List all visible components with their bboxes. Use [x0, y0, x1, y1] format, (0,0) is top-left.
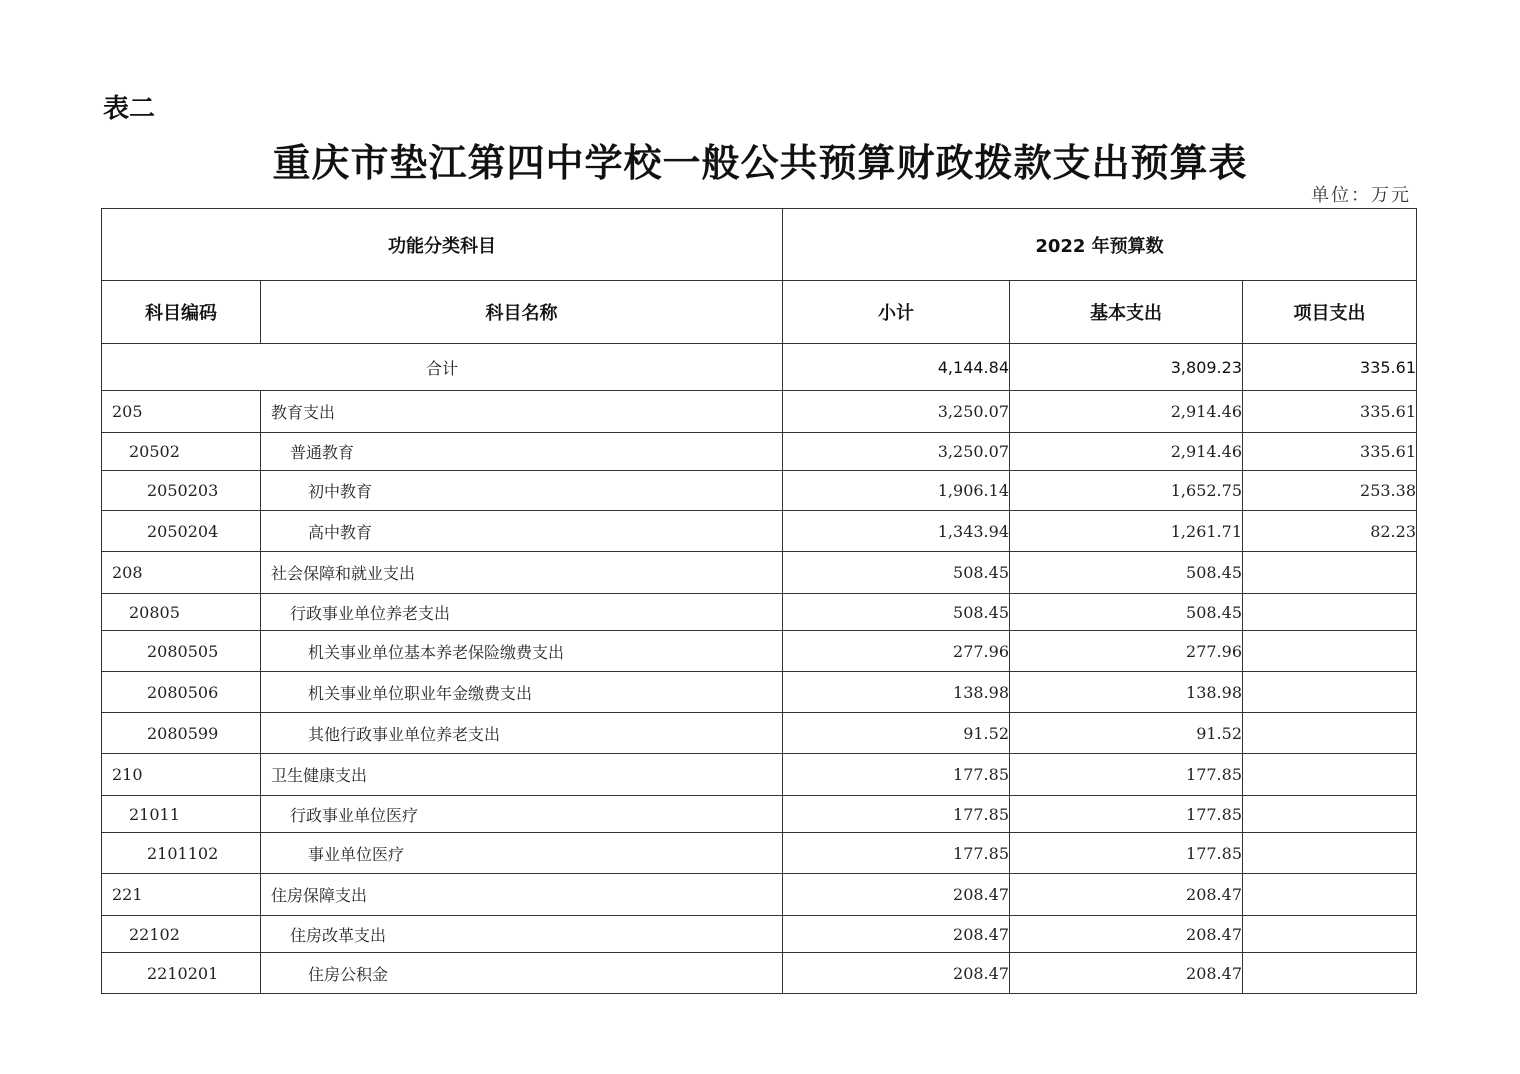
row-name: 机关事业单位职业年金缴费支出 [261, 672, 783, 713]
row-project: 335.61 [1243, 391, 1417, 433]
total-subtotal: 4,144.84 [783, 344, 1010, 391]
table-row [102, 916, 1417, 953]
table-row [102, 953, 1417, 994]
row-project [1243, 754, 1417, 796]
header-code: 科目编码 [102, 281, 261, 344]
row-code: 208 [102, 552, 261, 594]
row-name: 行政事业单位养老支出 [261, 594, 783, 631]
row-name: 社会保障和就业支出 [261, 552, 783, 594]
header-group-row [102, 209, 1417, 281]
row-basic: 2,914.46 [1010, 433, 1243, 471]
row-subtotal: 508.45 [783, 594, 1010, 631]
row-subtotal: 1,343.94 [783, 511, 1010, 552]
budget-table [101, 208, 1417, 994]
table-row [102, 833, 1417, 874]
row-name: 普通教育 [261, 433, 783, 471]
row-project [1243, 796, 1417, 833]
row-name: 事业单位医疗 [261, 833, 783, 874]
header-basic: 基本支出 [1010, 281, 1243, 344]
row-code: 221 [102, 874, 261, 916]
row-subtotal: 138.98 [783, 672, 1010, 713]
row-name: 教育支出 [261, 391, 783, 433]
row-subtotal: 177.85 [783, 833, 1010, 874]
row-basic: 138.98 [1010, 672, 1243, 713]
page-title: 重庆市垫江第四中学校一般公共预算财政拨款支出预算表 [272, 140, 1248, 185]
row-project [1243, 672, 1417, 713]
row-code: 2080505 [102, 631, 261, 672]
row-basic: 208.47 [1010, 916, 1243, 953]
row-subtotal: 1,906.14 [783, 471, 1010, 511]
row-code: 22102 [102, 916, 261, 953]
table-row [102, 511, 1417, 552]
row-name: 住房保障支出 [261, 874, 783, 916]
row-subtotal: 177.85 [783, 754, 1010, 796]
row-subtotal: 208.47 [783, 953, 1010, 994]
row-code: 2210201 [102, 953, 261, 994]
row-project [1243, 874, 1417, 916]
row-project: 82.23 [1243, 511, 1417, 552]
table-row [102, 433, 1417, 471]
row-project [1243, 552, 1417, 594]
row-code: 20502 [102, 433, 261, 471]
row-basic: 177.85 [1010, 754, 1243, 796]
total-label: 合计 [102, 344, 783, 391]
header-function-category: 功能分类科目 [102, 209, 783, 281]
table-row [102, 754, 1417, 796]
row-name: 卫生健康支出 [261, 754, 783, 796]
row-project: 253.38 [1243, 471, 1417, 511]
row-subtotal: 91.52 [783, 713, 1010, 754]
header-project: 项目支出 [1243, 281, 1417, 344]
row-project: 335.61 [1243, 433, 1417, 471]
row-code: 2101102 [102, 833, 261, 874]
row-name: 初中教育 [261, 471, 783, 511]
table-row [102, 796, 1417, 833]
row-project [1243, 631, 1417, 672]
row-basic: 177.85 [1010, 833, 1243, 874]
row-project [1243, 713, 1417, 754]
table-label: 表二 [103, 94, 156, 124]
table-row [102, 713, 1417, 754]
row-code: 21011 [102, 796, 261, 833]
table-row [102, 874, 1417, 916]
row-subtotal: 208.47 [783, 874, 1010, 916]
total-basic: 3,809.23 [1010, 344, 1243, 391]
row-code: 2050204 [102, 511, 261, 552]
row-name: 住房公积金 [261, 953, 783, 994]
row-basic: 1,652.75 [1010, 471, 1243, 511]
row-subtotal: 508.45 [783, 552, 1010, 594]
row-subtotal: 177.85 [783, 796, 1010, 833]
row-subtotal: 277.96 [783, 631, 1010, 672]
table-row [102, 594, 1417, 631]
row-code: 2080506 [102, 672, 261, 713]
header-subtotal: 小计 [783, 281, 1010, 344]
unit-label: 单位：万元 [1311, 185, 1411, 206]
table-row [102, 471, 1417, 511]
row-name: 其他行政事业单位养老支出 [261, 713, 783, 754]
total-project: 335.61 [1243, 344, 1417, 391]
row-basic: 2,914.46 [1010, 391, 1243, 433]
table-row [102, 631, 1417, 672]
total-row [102, 344, 1417, 391]
row-project [1243, 916, 1417, 953]
table-row [102, 391, 1417, 433]
row-subtotal: 3,250.07 [783, 391, 1010, 433]
header-budget-year: 2022 年预算数 [783, 209, 1417, 281]
row-name: 行政事业单位医疗 [261, 796, 783, 833]
row-subtotal: 3,250.07 [783, 433, 1010, 471]
row-basic: 208.47 [1010, 953, 1243, 994]
row-code: 210 [102, 754, 261, 796]
table-row [102, 672, 1417, 713]
row-basic: 508.45 [1010, 552, 1243, 594]
row-basic: 177.85 [1010, 796, 1243, 833]
row-name: 高中教育 [261, 511, 783, 552]
row-subtotal: 208.47 [783, 916, 1010, 953]
table-body [102, 344, 1417, 994]
row-name: 机关事业单位基本养老保险缴费支出 [261, 631, 783, 672]
row-project [1243, 833, 1417, 874]
row-code: 205 [102, 391, 261, 433]
row-code: 20805 [102, 594, 261, 631]
row-project [1243, 953, 1417, 994]
row-basic: 508.45 [1010, 594, 1243, 631]
row-basic: 277.96 [1010, 631, 1243, 672]
header-columns-row [102, 281, 1417, 344]
row-project [1243, 594, 1417, 631]
row-name: 住房改革支出 [261, 916, 783, 953]
row-code: 2080599 [102, 713, 261, 754]
row-basic: 1,261.71 [1010, 511, 1243, 552]
header-name: 科目名称 [261, 281, 783, 344]
row-basic: 208.47 [1010, 874, 1243, 916]
row-code: 2050203 [102, 471, 261, 511]
table-row [102, 552, 1417, 594]
row-basic: 91.52 [1010, 713, 1243, 754]
